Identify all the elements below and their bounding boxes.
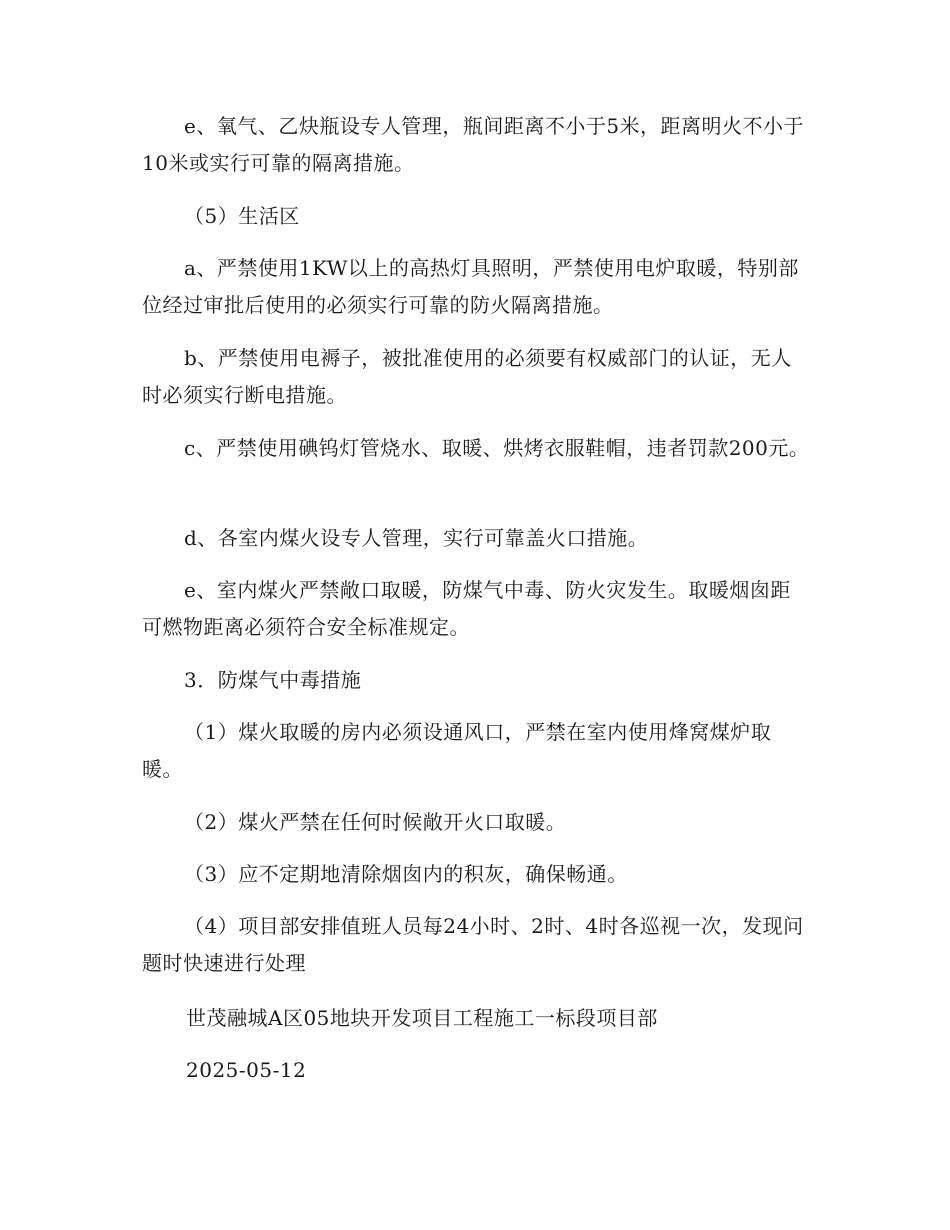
paragraph-oxygen-acetylene: e、氧气、乙炔瓶设专人管理，瓶间距离不小于5米，距离明火不小于10米或实行可靠的隔离措施。	[142, 114, 805, 175]
paragraph-coal-fire-management: d、各室内煤火设专人管理，实行可靠盖火口措施。	[184, 526, 649, 550]
paragraph-electric-blanket: b、严禁使用电褥子，被批准使用的必须要有权威部门的认证，无人时必须实行断电措施。	[142, 346, 792, 407]
footer-organization: 世茂融城A区05地块开发项目工程施工一标段项目部	[186, 1006, 658, 1030]
paragraph-lighting: a、严禁使用1KW以上的高热灯具照明，严禁使用电炉取暖，特别部位经过审批后使用的必须实行可靠的防火隔离措施。	[142, 256, 799, 317]
footer-date: 2025-05-12	[186, 1058, 307, 1082]
paragraph-iodine-tungsten-lamp: c、严禁使用碘钨灯管烧水、取暖、烘烤衣服鞋帽，违者罚款200元。	[184, 436, 810, 460]
section-heading-living-area: （5）生活区	[184, 204, 300, 228]
paragraph-coal-fire-open: e、室内煤火严禁敞口取暖，防煤气中毒、防火灾发生。取暖烟囱距可燃物距离必须符合安全标准规定。	[142, 578, 791, 639]
paragraph-chimney-cleaning: （3）应不定期地清除烟囱内的积灰，确保畅通。	[184, 862, 628, 886]
paragraph-patrol: （4）项目部安排值班人员每24小时、2时、4时各巡视一次，发现问题时快速进行处理	[142, 914, 804, 975]
paragraph-ventilation: （1）煤火取暖的房内必须设通风口，严禁在室内使用烽窝煤炉取暖。	[142, 720, 772, 781]
paragraph-fire-opening: （2）煤火严禁在任何时候敞开火口取暖。	[184, 810, 567, 834]
section-heading-gas-poisoning: 3．防煤气中毒措施	[184, 668, 362, 692]
